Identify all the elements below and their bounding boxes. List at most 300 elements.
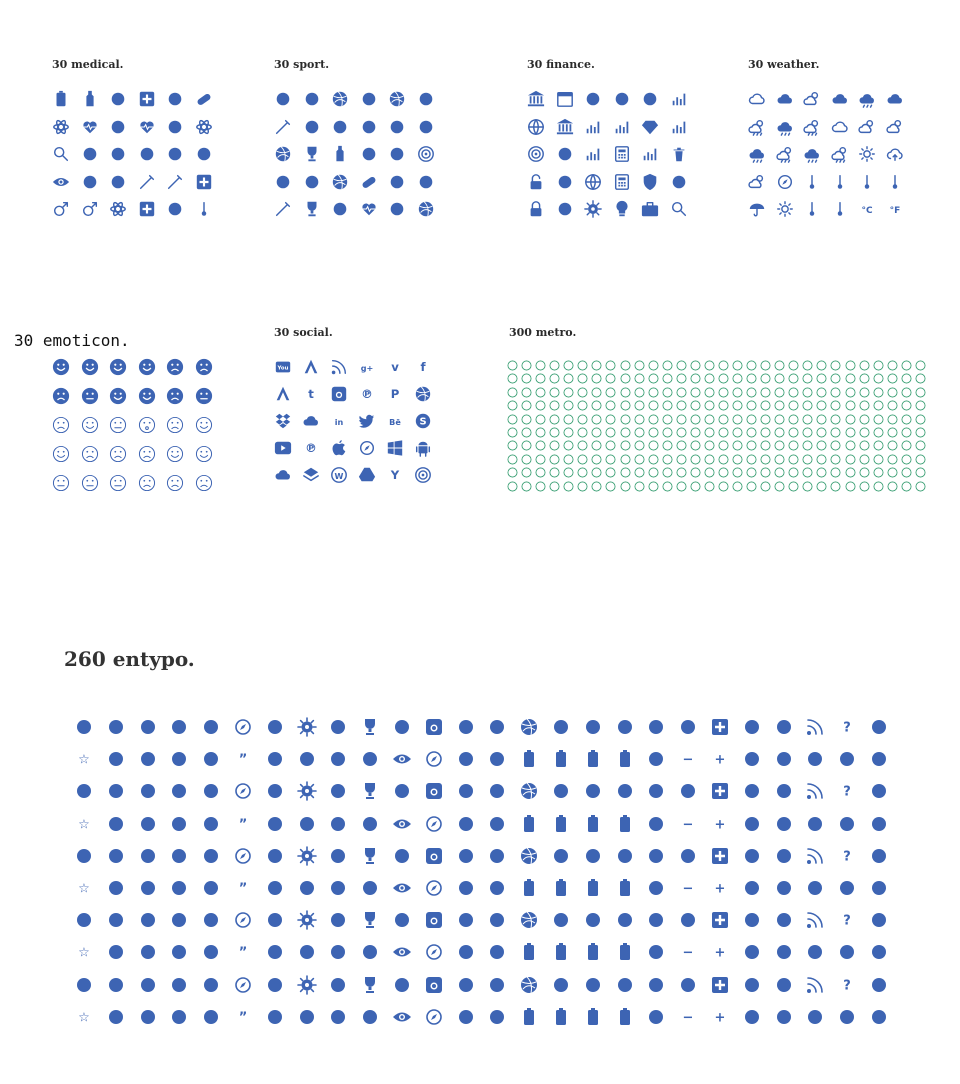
metro-circle-icon bbox=[535, 387, 546, 398]
entypo-glyph-icon bbox=[583, 846, 603, 866]
eye-icon bbox=[52, 173, 70, 191]
entypo-glyph-icon bbox=[233, 814, 253, 834]
atom-icon bbox=[109, 200, 127, 218]
mortar-pestle-icon bbox=[109, 90, 127, 108]
tablet-chart-icon bbox=[613, 118, 631, 136]
pinterest-icon bbox=[358, 385, 376, 403]
svg-text:−: − bbox=[682, 752, 694, 768]
entypo-glyph-icon bbox=[392, 975, 412, 995]
entypo-glyph-icon bbox=[265, 781, 285, 801]
target-icon bbox=[527, 145, 545, 163]
metro-circle-icon bbox=[662, 481, 673, 492]
entypo-glyph-icon bbox=[201, 975, 221, 995]
hospital-sign-icon bbox=[138, 90, 156, 108]
metro-circle-icon bbox=[830, 373, 841, 384]
metro-circle-icon bbox=[774, 427, 785, 438]
entypo-glyph-icon bbox=[615, 749, 635, 769]
flat-outline-icon bbox=[81, 474, 99, 492]
metro-circle-icon bbox=[859, 427, 870, 438]
metro-circle-icon bbox=[535, 481, 546, 492]
metro-circle-icon bbox=[859, 360, 870, 371]
metro-circle-icon bbox=[802, 387, 813, 398]
metro-circle-icon bbox=[788, 360, 799, 371]
entypo-glyph-icon bbox=[360, 781, 380, 801]
layers-icon bbox=[302, 466, 320, 484]
android-icon bbox=[414, 439, 432, 457]
metro-circle-icon bbox=[563, 387, 574, 398]
entypo-glyph-icon bbox=[297, 846, 317, 866]
metro-circle-icon bbox=[718, 440, 729, 451]
metro-circle-icon bbox=[816, 400, 827, 411]
metro-circle-icon bbox=[718, 414, 729, 425]
entypo-glyph-icon bbox=[169, 814, 189, 834]
metro-circle-icon bbox=[662, 440, 673, 451]
metro-circle-icon bbox=[760, 440, 771, 451]
entypo-glyph-icon bbox=[233, 717, 253, 737]
metro-circle-icon bbox=[816, 387, 827, 398]
metro-circle-icon bbox=[732, 440, 743, 451]
metro-circle-icon bbox=[845, 481, 856, 492]
sad-outline-icon bbox=[81, 445, 99, 463]
entypo-glyph-icon bbox=[392, 1007, 412, 1027]
metro-circle-icon bbox=[915, 481, 926, 492]
wordpress-icon bbox=[330, 466, 348, 484]
basketball-hoop-icon bbox=[417, 200, 435, 218]
entypo-glyph-icon bbox=[583, 942, 603, 962]
metro-circle-icon bbox=[845, 373, 856, 384]
entypo-glyph-icon bbox=[424, 878, 444, 898]
entypo-glyph-icon bbox=[106, 749, 126, 769]
entypo-glyph-icon bbox=[646, 749, 666, 769]
metro-circle-icon bbox=[859, 387, 870, 398]
cloud-wind-icon bbox=[886, 90, 904, 108]
metro-circle-icon bbox=[535, 400, 546, 411]
entypo-glyph-icon bbox=[837, 910, 857, 930]
entypo-glyph-icon bbox=[201, 878, 221, 898]
svg-text:°F: °F bbox=[889, 206, 900, 217]
entypo-glyph-icon bbox=[424, 717, 444, 737]
svg-text:−: − bbox=[682, 881, 694, 897]
bowling-icon bbox=[303, 90, 321, 108]
metro-circle-icon bbox=[915, 454, 926, 465]
metro-circle-icon bbox=[591, 440, 602, 451]
metro-circle-icon bbox=[859, 400, 870, 411]
metro-circle-icon bbox=[718, 427, 729, 438]
entypo-glyph-icon bbox=[487, 878, 507, 898]
social-icon-grid bbox=[274, 358, 442, 493]
metro-circle-icon bbox=[774, 414, 785, 425]
entypo-glyph-icon bbox=[583, 975, 603, 995]
podium-icon bbox=[417, 90, 435, 108]
svg-text:”: ” bbox=[238, 752, 248, 768]
metro-circle-icon bbox=[760, 360, 771, 371]
entypo-glyph-icon bbox=[74, 975, 94, 995]
svg-text:You: You bbox=[277, 365, 289, 372]
entypo-glyph-icon bbox=[774, 781, 794, 801]
metro-circle-icon bbox=[873, 467, 884, 478]
entypo-glyph-icon bbox=[869, 814, 889, 834]
neutral-filled-icon bbox=[81, 387, 99, 405]
entypo-glyph-icon bbox=[201, 846, 221, 866]
entypo-glyph-icon bbox=[233, 749, 253, 769]
entypo-glyph-icon bbox=[297, 1007, 317, 1027]
thermometer-icon bbox=[858, 173, 876, 191]
entypo-glyph-icon bbox=[487, 814, 507, 834]
facebook-icon bbox=[414, 358, 432, 376]
entypo-glyph-icon bbox=[774, 1007, 794, 1027]
google-plus-icon bbox=[358, 358, 376, 376]
sleepy-filled-icon bbox=[195, 387, 213, 405]
pie-chart-icon bbox=[670, 118, 688, 136]
trash-icon bbox=[670, 145, 688, 163]
metro-circle-icon bbox=[830, 454, 841, 465]
metro-circle-icon bbox=[760, 387, 771, 398]
entypo-glyph-icon bbox=[583, 1007, 603, 1027]
entypo-glyph-icon bbox=[360, 846, 380, 866]
entypo-glyph-icon bbox=[646, 814, 666, 834]
metro-circle-icon bbox=[901, 440, 912, 451]
metro-circle-icon bbox=[901, 414, 912, 425]
entypo-glyph-icon bbox=[392, 717, 412, 737]
entypo-glyph-icon bbox=[551, 749, 571, 769]
metro-circle-icon bbox=[830, 467, 841, 478]
metro-circle-icon bbox=[634, 360, 645, 371]
metro-circle-icon bbox=[549, 427, 560, 438]
metro-circle-icon bbox=[676, 440, 687, 451]
entypo-glyph-icon bbox=[424, 814, 444, 834]
male-symbol-icon bbox=[52, 200, 70, 218]
metro-circle-icon bbox=[802, 400, 813, 411]
entypo-glyph-icon bbox=[328, 781, 348, 801]
metro-circle-icon bbox=[507, 427, 518, 438]
entypo-glyph-icon bbox=[837, 846, 857, 866]
entypo-glyph-icon bbox=[201, 942, 221, 962]
thermometer-icon bbox=[803, 200, 821, 218]
metro-circle-icon bbox=[507, 360, 518, 371]
metro-circle-icon bbox=[620, 427, 631, 438]
svg-text:t: t bbox=[308, 387, 314, 402]
dropbox-icon bbox=[274, 412, 292, 430]
svg-text:−: − bbox=[682, 945, 694, 961]
entypo-glyph-icon bbox=[615, 717, 635, 737]
metro-circle-icon bbox=[816, 360, 827, 371]
metro-circle-icon bbox=[774, 440, 785, 451]
youtube-icon bbox=[274, 358, 292, 376]
svg-text:”: ” bbox=[238, 817, 248, 833]
entypo-glyph-icon bbox=[615, 814, 635, 834]
windows-icon bbox=[386, 439, 404, 457]
heartbeat-icon bbox=[81, 118, 99, 136]
metro-circle-icon bbox=[774, 454, 785, 465]
metro-circle-icon bbox=[816, 467, 827, 478]
entypo-glyph-icon bbox=[201, 814, 221, 834]
metro-circle-icon bbox=[845, 467, 856, 478]
svg-text:−: − bbox=[682, 817, 694, 833]
metro-circle-icon bbox=[901, 454, 912, 465]
cloud-drizzle-icon bbox=[776, 118, 794, 136]
entypo-glyph-icon bbox=[710, 1007, 730, 1027]
metro-circle-icon bbox=[732, 360, 743, 371]
metro-circle-icon bbox=[704, 360, 715, 371]
svg-text:☆: ☆ bbox=[78, 945, 90, 961]
lightbulb-icon bbox=[613, 200, 631, 218]
metro-circle-icon bbox=[507, 481, 518, 492]
metro-circle-icon bbox=[859, 481, 870, 492]
metro-circle-icon bbox=[887, 387, 898, 398]
metro-circle-icon bbox=[760, 427, 771, 438]
metro-circle-icon bbox=[887, 400, 898, 411]
pills-icon bbox=[360, 173, 378, 191]
metro-circle-icon bbox=[577, 360, 588, 371]
svg-text:?: ? bbox=[843, 913, 851, 929]
entypo-glyph-icon bbox=[265, 846, 285, 866]
entypo-glyph-icon bbox=[106, 814, 126, 834]
entypo-glyph-icon bbox=[678, 942, 698, 962]
metro-circle-icon bbox=[718, 387, 729, 398]
entypo-glyph-icon bbox=[328, 878, 348, 898]
metro-circle-icon bbox=[887, 467, 898, 478]
metro-circle-icon bbox=[774, 481, 785, 492]
entypo-glyph-icon bbox=[360, 910, 380, 930]
entypo-glyph-icon bbox=[360, 749, 380, 769]
entypo-glyph-icon bbox=[201, 910, 221, 930]
metro-circle-icon bbox=[549, 400, 560, 411]
entypo-glyph-icon bbox=[424, 910, 444, 930]
sport-set-title: 30 sport. bbox=[274, 58, 330, 71]
sun-cloud-icon bbox=[858, 118, 876, 136]
metro-circle-icon bbox=[577, 400, 588, 411]
metro-circle-icon bbox=[915, 400, 926, 411]
entypo-glyph-icon bbox=[233, 781, 253, 801]
metro-circle-icon bbox=[704, 373, 715, 384]
entypo-glyph-icon bbox=[774, 878, 794, 898]
nurse-cap-icon bbox=[109, 118, 127, 136]
medal-icon bbox=[303, 200, 321, 218]
metro-circle-icon bbox=[887, 414, 898, 425]
metro-circle-icon bbox=[563, 440, 574, 451]
entypo-glyph-icon bbox=[646, 846, 666, 866]
entypo-glyph-icon bbox=[74, 1007, 94, 1027]
entypo-glyph-icon bbox=[233, 846, 253, 866]
entypo-glyph-icon bbox=[169, 781, 189, 801]
flat-outline-icon bbox=[109, 474, 127, 492]
metro-circle-icon bbox=[732, 400, 743, 411]
metro-circle-icon bbox=[549, 414, 560, 425]
entypo-glyph-icon bbox=[201, 717, 221, 737]
gears-icon bbox=[584, 200, 602, 218]
finance-set-title: 30 finance. bbox=[527, 58, 595, 71]
entypo-glyph-icon bbox=[615, 910, 635, 930]
metro-circle-icon bbox=[788, 400, 799, 411]
metro-circle-icon bbox=[591, 373, 602, 384]
entypo-glyph-icon bbox=[519, 846, 539, 866]
cloud-upload-icon bbox=[886, 145, 904, 163]
metro-circle-icon bbox=[521, 400, 532, 411]
metro-circle-icon bbox=[788, 467, 799, 478]
entypo-glyph-icon bbox=[456, 717, 476, 737]
metro-circle-icon bbox=[718, 400, 729, 411]
metro-circle-icon bbox=[662, 467, 673, 478]
entypo-glyph-icon bbox=[297, 942, 317, 962]
entypo-glyph-icon bbox=[106, 781, 126, 801]
metro-circle-icon bbox=[915, 427, 926, 438]
entypo-glyph-icon bbox=[869, 975, 889, 995]
entypo-glyph-icon bbox=[551, 975, 571, 995]
play-button-icon bbox=[274, 439, 292, 457]
entypo-glyph-icon bbox=[265, 749, 285, 769]
metro-circle-icon bbox=[845, 440, 856, 451]
entypo-glyph-icon bbox=[169, 846, 189, 866]
entypo-glyph-icon bbox=[456, 749, 476, 769]
entypo-glyph-icon bbox=[742, 781, 762, 801]
metro-circle-icon bbox=[521, 481, 532, 492]
entypo-glyph-icon bbox=[487, 717, 507, 737]
molecule-icon bbox=[52, 118, 70, 136]
entypo-glyph-icon bbox=[424, 942, 444, 962]
frown-outline-icon bbox=[52, 416, 70, 434]
metro-circle-icon bbox=[802, 481, 813, 492]
metro-circle-icon bbox=[845, 387, 856, 398]
metro-circle-icon bbox=[802, 360, 813, 371]
entypo-glyph-icon bbox=[392, 781, 412, 801]
entypo-glyph-icon bbox=[805, 1007, 825, 1027]
happy-outline-icon bbox=[195, 416, 213, 434]
metro-circle-icon bbox=[915, 467, 926, 478]
monitor-chart-icon bbox=[641, 145, 659, 163]
metro-circle-icon bbox=[887, 454, 898, 465]
moon-cloud-icon bbox=[831, 90, 849, 108]
metro-circle-icon bbox=[620, 454, 631, 465]
entypo-glyph-icon bbox=[297, 749, 317, 769]
metro-circle-icon bbox=[620, 387, 631, 398]
svg-text:+: + bbox=[714, 945, 726, 961]
entypo-glyph-icon bbox=[138, 878, 158, 898]
svg-text:+: + bbox=[714, 752, 726, 768]
entypo-glyph-icon bbox=[265, 878, 285, 898]
metro-circle-icon bbox=[591, 481, 602, 492]
metro-circle-icon bbox=[873, 440, 884, 451]
metro-circle-icon bbox=[507, 440, 518, 451]
entypo-glyph-icon bbox=[774, 910, 794, 930]
svg-text:W: W bbox=[334, 471, 344, 482]
metro-circle-icon bbox=[816, 414, 827, 425]
metro-circle-icon bbox=[591, 387, 602, 398]
linkedin-icon bbox=[330, 412, 348, 430]
metro-circle-icon bbox=[774, 400, 785, 411]
entypo-glyph-icon bbox=[742, 942, 762, 962]
sun-cloud-rain-icon bbox=[748, 118, 766, 136]
metro-circle-icon bbox=[577, 454, 588, 465]
metro-circle-icon bbox=[549, 454, 560, 465]
entypo-glyph-icon bbox=[392, 910, 412, 930]
entypo-glyph-icon bbox=[583, 814, 603, 834]
trend-chart-icon bbox=[670, 90, 688, 108]
scales-icon bbox=[613, 90, 631, 108]
id-card-icon bbox=[556, 200, 574, 218]
metro-circle-icon bbox=[662, 454, 673, 465]
flask-icon bbox=[166, 200, 184, 218]
entypo-glyph-icon bbox=[678, 749, 698, 769]
metro-set-title: 300 metro. bbox=[509, 326, 577, 339]
metro-circle-icon bbox=[605, 427, 616, 438]
entypo-glyph-icon bbox=[519, 781, 539, 801]
tooth-icon bbox=[81, 145, 99, 163]
entypo-glyph-icon bbox=[805, 846, 825, 866]
sun-cloud-lightning-icon bbox=[776, 145, 794, 163]
tennis-racket-icon bbox=[274, 200, 292, 218]
entypo-glyph-icon bbox=[774, 814, 794, 834]
metro-circle-icon bbox=[830, 427, 841, 438]
svg-text:+: + bbox=[714, 881, 726, 897]
entypo-glyph-icon bbox=[360, 717, 380, 737]
metro-circle-icon bbox=[507, 387, 518, 398]
metro-circle-icon bbox=[704, 440, 715, 451]
metro-circle-icon bbox=[634, 373, 645, 384]
entypo-glyph-icon bbox=[169, 1007, 189, 1027]
hand-icon bbox=[138, 145, 156, 163]
entypo-glyph-icon bbox=[519, 1007, 539, 1027]
svg-text:℗: ℗ bbox=[361, 387, 373, 402]
metro-circle-icon bbox=[746, 440, 757, 451]
medical-set-title: 30 medical. bbox=[52, 58, 124, 71]
apple-icon bbox=[330, 439, 348, 457]
metro-circle-icon bbox=[676, 373, 687, 384]
metro-circle-icon bbox=[873, 387, 884, 398]
entypo-glyph-icon bbox=[487, 1007, 507, 1027]
calendar-icon bbox=[556, 90, 574, 108]
entypo-glyph-icon bbox=[869, 878, 889, 898]
metro-circle-icon bbox=[887, 427, 898, 438]
metro-circle-icon bbox=[648, 414, 659, 425]
metro-circle-icon bbox=[774, 373, 785, 384]
metro-circle-icon bbox=[648, 440, 659, 451]
entypo-glyph-icon bbox=[138, 781, 158, 801]
metro-circle-icon bbox=[690, 454, 701, 465]
thermometer-icon bbox=[831, 200, 849, 218]
metro-circle-icon bbox=[605, 373, 616, 384]
frown-outline-icon bbox=[138, 445, 156, 463]
entypo-glyph-icon bbox=[74, 910, 94, 930]
briefcase-icon bbox=[641, 200, 659, 218]
entypo-glyph-icon bbox=[328, 1007, 348, 1027]
metro-circle-icon bbox=[563, 414, 574, 425]
metro-circle-icon bbox=[746, 360, 757, 371]
metro-circle-icon bbox=[521, 373, 532, 384]
entypo-glyph-icon bbox=[869, 749, 889, 769]
smile-outline-icon bbox=[195, 445, 213, 463]
entypo-glyph-icon bbox=[869, 846, 889, 866]
tumblr-icon bbox=[302, 385, 320, 403]
metro-circle-icon bbox=[830, 400, 841, 411]
entypo-glyph-icon bbox=[710, 910, 730, 930]
steering-icon bbox=[274, 90, 292, 108]
neutral-outline-icon bbox=[52, 474, 70, 492]
svg-text:°C: °C bbox=[861, 206, 873, 217]
metro-circle-icon bbox=[704, 387, 715, 398]
metro-circle-icon bbox=[507, 454, 518, 465]
metro-circle-icon bbox=[690, 440, 701, 451]
metro-circle-icon bbox=[620, 467, 631, 478]
svg-text:”: ” bbox=[238, 881, 248, 897]
entypo-glyph-icon bbox=[805, 781, 825, 801]
metro-circle-icon bbox=[549, 481, 560, 492]
entypo-glyph-icon bbox=[615, 878, 635, 898]
metro-circle-icon bbox=[887, 360, 898, 371]
entypo-glyph-icon bbox=[615, 846, 635, 866]
dumbbell-icon bbox=[388, 200, 406, 218]
metro-circle-icon bbox=[859, 454, 870, 465]
finance-icon-grid bbox=[527, 90, 698, 228]
